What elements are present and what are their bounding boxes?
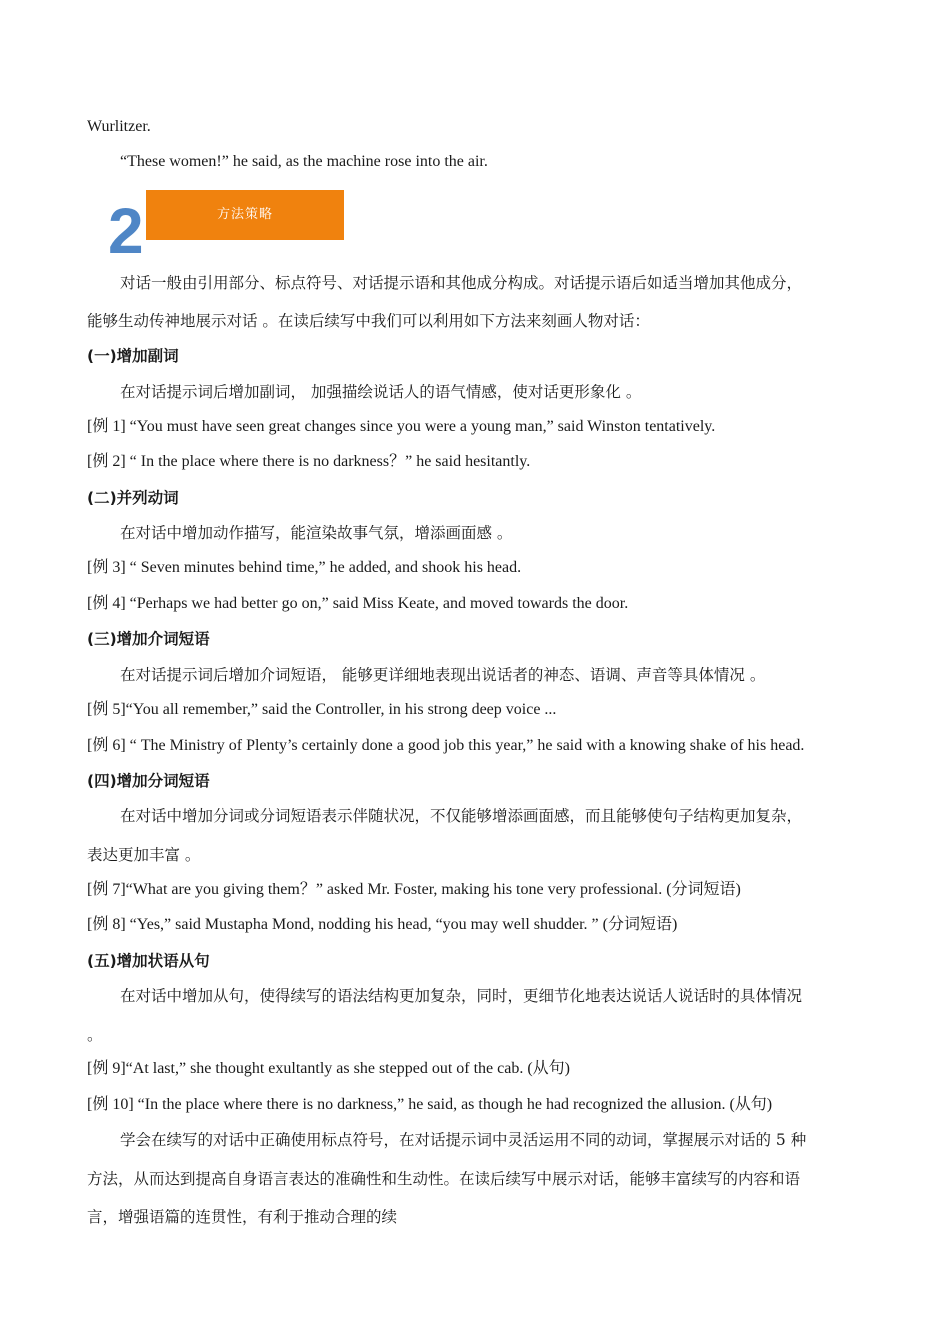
example-line: [例 5]“You all remember,” said the Controller, in his strong deep voice ...	[87, 701, 557, 718]
method-description: 在对话中增加从句，使得续写的语法结构更加复杂，同时，更细节化地表达说话人说话时的具体情况	[120, 987, 803, 1005]
example-line: [例 9]“At last,” she thought exultantly as she stepped out of the cab. (从句)	[87, 1060, 570, 1077]
method-heading: (三)增加介词短语	[87, 630, 210, 648]
example-line: [例 7]“What are you giving them？” asked Mr. Foster, making his tone very professional. (分词短语)	[87, 881, 741, 898]
method-description: 。	[87, 1026, 103, 1044]
method-description: 在对话中增加分词或分词短语表示伴随状况，不仅能够增添画面感，而且能够使句子结构更加复杂，	[120, 807, 803, 825]
example-line: [例 2] “ In the place where there is no darkness？” he said hesitantly.	[87, 453, 531, 470]
intro-line-1: 对话一般由引用部分、标点符号、对话提示语和其他成分构成。对话提示语后如适当增加其他成分，	[120, 274, 803, 292]
method-heading: (四)增加分词短语	[87, 772, 210, 790]
intro-line-2: 能够生动传神地展示对话 。在读后续写中我们可以利用如下方法来刻画人物对话：	[87, 312, 650, 330]
story-tail-line-1: Wurlitzer.	[87, 118, 151, 135]
story-tail-line-2: “These women!” he said, as the machine rose into the air.	[120, 153, 488, 170]
example-line: [例 8] “Yes,” said Mustapha Mond, nodding his head, “you may well shudder. ” (分词短语)	[87, 916, 678, 933]
method-heading: (一)增加副词	[87, 347, 179, 365]
example-line: [例 6] “ The Ministry of Plenty’s certainly done a good job this year,” he said with a knowing shake of his head.	[87, 737, 805, 754]
method-description: 在对话提示词后增加副词， 加强描绘说话人的语气情感，使对话更形象化 。	[120, 383, 642, 401]
method-description: 在对话提示词后增加介词短语， 能够更详细地表现出说话者的神态、语调、声音等具体情况 。	[120, 666, 766, 684]
example-line: [例 10] “In the place where there is no darkness,” he said, as though he had recognized the allusion. (从句)	[87, 1096, 773, 1113]
conclusion-line-2: 方法，从而达到提高自身语言表达的准确性和生动性。在读后续写中展示对话，能够丰富续写的内容和语	[87, 1170, 801, 1188]
example-line: [例 4] “Perhaps we had better go on,” said Miss Keate, and moved towards the door.	[87, 595, 629, 612]
example-line: [例 1] “You must have seen great changes since you were a young man,” said Winston tentatively.	[87, 418, 716, 435]
method-description: 表达更加丰富 。	[87, 846, 201, 864]
section-title: 方法策略	[216, 207, 273, 222]
method-heading: (五)增加状语从句	[87, 952, 210, 970]
conclusion-line-1: 学会在续写的对话中正确使用标点符号，在对话提示词中灵活运用不同的动词，掌握展示对话的 5 种	[120, 1131, 807, 1149]
conclusion-line-3: 言，增强语篇的连贯性，有利于推动合理的续	[87, 1208, 398, 1226]
method-description: 在对话中增加动作描写，能渲染故事气氛，增添画面感 。	[120, 524, 513, 542]
method-heading: (二)并列动词	[87, 489, 179, 507]
example-line: [例 3] “ Seven minutes behind time,” he added, and shook his head.	[87, 559, 522, 576]
section-number: 2	[108, 195, 144, 267]
